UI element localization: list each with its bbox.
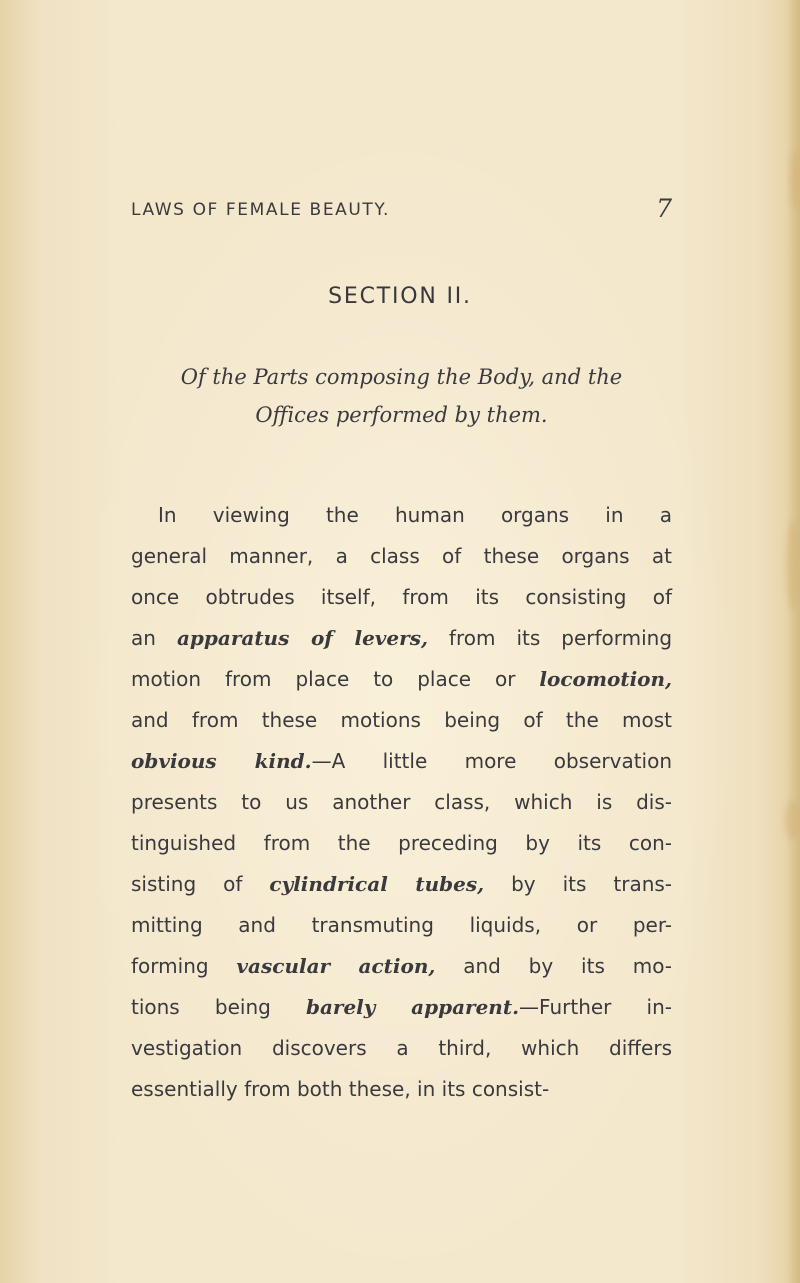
- text-run: from its performing: [448, 626, 673, 650]
- page-number: 7: [656, 194, 672, 223]
- italic-term: apparatus of levers,: [176, 626, 428, 650]
- text-line: In viewing the human organs in a: [158, 503, 672, 527]
- text-line: presents to us another class, which is dis-: [131, 790, 672, 814]
- running-header: [131, 194, 672, 230]
- running-head-title: LAWS OF FEMALE BEAUTY.: [131, 200, 390, 220]
- text-run: sisting of: [131, 872, 243, 896]
- paper-stain: [790, 150, 800, 210]
- text-run: motion from place to place or: [131, 667, 516, 691]
- subtitle-line: Offices performed by them.: [255, 403, 548, 427]
- text-line: general manner, a class of these organs at: [131, 544, 672, 568]
- subtitle-line: Of the Parts composing the Body, and the: [180, 365, 623, 389]
- italic-term: cylindrical tubes,: [269, 872, 485, 896]
- text-run: forming: [131, 954, 209, 978]
- text-line: tinguished from the preceding by its con-: [131, 831, 672, 855]
- text-line: [131, 946, 672, 987]
- paper-stain: [786, 520, 800, 610]
- section-heading: SECTION II.: [328, 284, 472, 309]
- paper-stain: [784, 800, 800, 840]
- text-line: [131, 659, 672, 700]
- text-line: mitting and transmuting liquids, or per-: [131, 913, 672, 937]
- text-run: by its trans-: [511, 872, 673, 896]
- italic-term: barely apparent.: [305, 995, 520, 1019]
- text-run: and by its mo-: [463, 954, 673, 978]
- text-line: [131, 741, 672, 782]
- text-line: once obtrudes itself, from its consisting of: [131, 585, 672, 609]
- text-line: [131, 618, 672, 659]
- text-run: —A little more observation: [311, 749, 673, 773]
- section-subtitle: [131, 358, 672, 434]
- text-run: —Further in-: [519, 995, 672, 1019]
- text-line: vestigation discovers a third, which differs: [131, 1036, 672, 1060]
- text-line: and from these motions being of the most: [131, 708, 672, 732]
- text-line: [131, 864, 672, 905]
- text-run: an: [131, 626, 156, 650]
- italic-term: obvious kind.: [131, 749, 312, 773]
- text-line: essentially from both these, in its consist-: [131, 1077, 550, 1101]
- italic-term: locomotion,: [539, 667, 673, 691]
- body-paragraph: [131, 495, 672, 1110]
- italic-term: vascular action,: [236, 954, 436, 978]
- text-line: [131, 987, 672, 1028]
- text-run: tions being: [131, 995, 271, 1019]
